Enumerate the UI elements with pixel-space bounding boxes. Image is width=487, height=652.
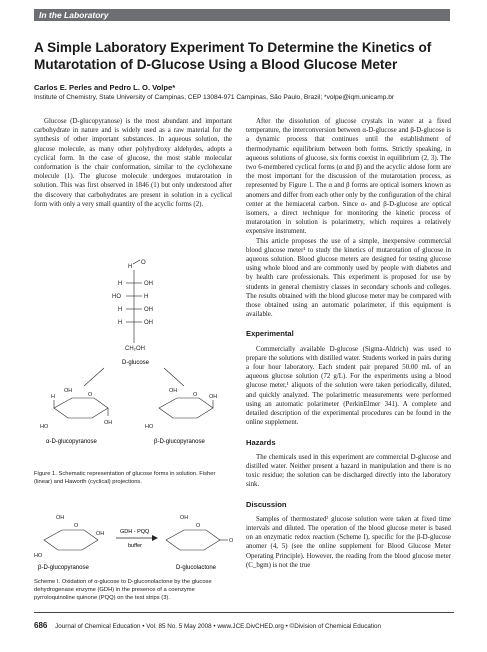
figure-1-caption: Figure 1. Schematic representation of glucose forms in solution. Fisher (linear) and Haworth (cyclical) projections. xyxy=(34,471,216,485)
svg-text:OH: OH xyxy=(144,281,153,287)
page-footer xyxy=(34,621,454,630)
footer-rule xyxy=(34,612,454,613)
experimental-paragraph: Commercially available D-glucose (Sigma-Aldrich) was used to prepare the solutions with distilled water. Students worked in pairs during a four hour laboratory. Each student pair prepared 50.00 mL of an aqueous glucose solution (72 g/L). For the experiments using a blood glucose meter,¹ aliquots of the solution were taken periodically, diluted, and quickly analyzed. The polarimetric measurements were performed using an automatic polarimeter (PerkinElmer 341). A complete and detailed description of the experimental procedures can be found in the online supplement. xyxy=(246,345,451,427)
svg-text:H: H xyxy=(144,294,149,300)
heading-discussion: Discussion xyxy=(246,499,287,509)
page-number: 686 xyxy=(34,621,48,630)
beta-ring xyxy=(145,388,217,430)
alpha-ring xyxy=(40,388,112,430)
svg-text:OH: OH xyxy=(209,394,218,400)
article-title: A Simple Laboratory Experiment To Determine the Kinetics of Mutarotation of D-Glucose Using a Blood Glucose Meter xyxy=(34,40,432,72)
authors: Carlos E. Perles and Pedro L. O. Volpe* xyxy=(34,83,176,92)
heading-hazards: Hazards xyxy=(246,437,276,447)
svg-text:OH: OH xyxy=(104,420,113,426)
journal-citation: Journal of Chemical Education • Vol. 85 No. 5 May 2008 • www.JCE.DivCHED.org • ©Division of Chemical Education xyxy=(55,623,381,630)
scheme-glucose-ring xyxy=(34,515,104,559)
svg-text:OH: OH xyxy=(144,320,153,326)
scheme-beta-label: β-D-glucopyranose xyxy=(38,565,89,571)
alpha-label: α-D-glucopyranose xyxy=(46,439,97,445)
lactone-label: D-glucolactone xyxy=(176,565,217,571)
svg-text:HO: HO xyxy=(40,424,49,430)
enzyme-label: GDH - PQQ xyxy=(120,529,150,535)
svg-text:CH₂OH: CH₂OH xyxy=(125,346,145,352)
svg-text:H: H xyxy=(118,307,123,313)
svg-text:OH: OH xyxy=(64,388,73,394)
svg-text:OH: OH xyxy=(169,388,178,394)
section-label: In the Laboratory xyxy=(34,9,450,21)
svg-text:O: O xyxy=(229,538,234,544)
scheme-1-caption: Scheme I. Oxidation of α-glucose to D-gluconolactone by the glucose dehydrogenase enzyme (GDH) in the presence of a coenzyme pyrroloquinoline quinone (PQQ) on the test strips (3). xyxy=(34,579,212,601)
beta-label: β-D-glucopyranose xyxy=(154,439,205,445)
svg-text:O: O xyxy=(193,392,198,398)
right-column xyxy=(246,117,451,570)
fischer-projection xyxy=(112,260,153,352)
svg-text:O: O xyxy=(141,260,146,266)
figure-1 xyxy=(34,258,234,458)
right-paragraph-1: After the dissolution of glucose crystals in water at a fixed temperature, the interconversion between α-D-glucose and β-D-glucose is a dynamic process that continues until the establishment of thermodynamic equilibrium between both forms. Strictly speaking, in aqueous solutions of glucose, six forms coexist in equilibrium (2, 3). The two 6-membered cyclical forms (α and β) and the acyclic aldose form are the most important for the discussion of the mutarotation process, as represented by Figure 1. The α and β forms are optical isomers known as anomers and differ from each other only by the configuration of the chiral center at the hemiacetal carbon. Since α- and β-D-glucose are optical isomers, a direct technique for monitoring the kinetic process of mutarotation in solution is polarimetry, which requires a relatively expensive instrument. xyxy=(246,118,451,236)
right-paragraph-2: This article proposes the use of a simple, inexpensive commercial blood glucose meter¹ to study the kinetics of mutarotation of glucose in aqueous solution. Blood glucose meters are designed for testing glucose using whole blood and are commonly used by people with diabetes and by health care professionals. This experiment is proposed for use by students in general chemistry classes in secondary schools and colleges. The results obtained with the blood glucose meter may be compared with those obtained using an automatic polarimeter, if this equipment is available. xyxy=(246,237,451,319)
svg-text:OH: OH xyxy=(96,531,105,537)
svg-text:OH: OH xyxy=(56,515,65,521)
buffer-label: buffer xyxy=(128,543,142,549)
intro-paragraph: Glucose (D-glucopyranose) is the most abundant and important carbohydrate in nature and is widely used as a raw material for the synthesis of other important substances. In aqueous solution, the glucose molecule, as many other polyhydroxy aldehydes, adopts a cyclical form. In the case of glucose, the most stable molecular conformation is the chair conformation, similar to the cyclohexane molecule (1). The glucose molecule undergoes mutarotation in solution. This was first observed in 1846 (1) but only understood after the discovery that carbohydrates are present in solution in a cyclical form with only a very small quantity of the acyclic forms (2). xyxy=(34,118,232,208)
svg-text:HO: HO xyxy=(34,553,43,559)
svg-text:O: O xyxy=(196,523,201,529)
svg-text:O: O xyxy=(88,392,93,398)
affiliation: Institute of Chemistry, State University of Campinas, CEP 13084-971 Campinas, São Paulo, Brazil; *volpe@iqm.unicamp.br xyxy=(34,94,395,101)
svg-text:OH: OH xyxy=(144,307,153,313)
svg-text:HO: HO xyxy=(145,424,154,430)
svg-text:H: H xyxy=(118,320,123,326)
heading-experimental: Experimental xyxy=(246,329,294,339)
discussion-paragraph: Samples of thermostated² glucose solution were taken at fixed time intervals and diluted. The operation of the blood glucose meter is based on an enzymatic redox reaction (Scheme I), specific for the β-D-glucose anomer (4, 5) (see the online supplement for Blood Glucose Meter Operating Principle). However, the reading from the blood glucose meter (C_bgm) is not the true xyxy=(246,515,451,569)
hazards-paragraph: The chemicals used in this experiment are commercial D-glucose and distilled water. Neither present a hazard in manipulation and there is no toxic residue; the solution can be discharged directly into the laboratory sink. xyxy=(246,453,451,489)
svg-text:OH: OH xyxy=(180,515,189,521)
scheme-1 xyxy=(34,505,234,575)
glucose-label: D-glucose xyxy=(122,360,150,366)
svg-text:H: H xyxy=(51,394,55,400)
reaction-arrowhead xyxy=(152,535,158,541)
svg-text:HO: HO xyxy=(112,294,121,300)
left-column xyxy=(34,117,232,209)
svg-text:H: H xyxy=(128,264,133,270)
svg-text:O: O xyxy=(74,523,79,529)
svg-text:H: H xyxy=(118,281,123,287)
scheme-lactone-ring xyxy=(166,515,234,550)
